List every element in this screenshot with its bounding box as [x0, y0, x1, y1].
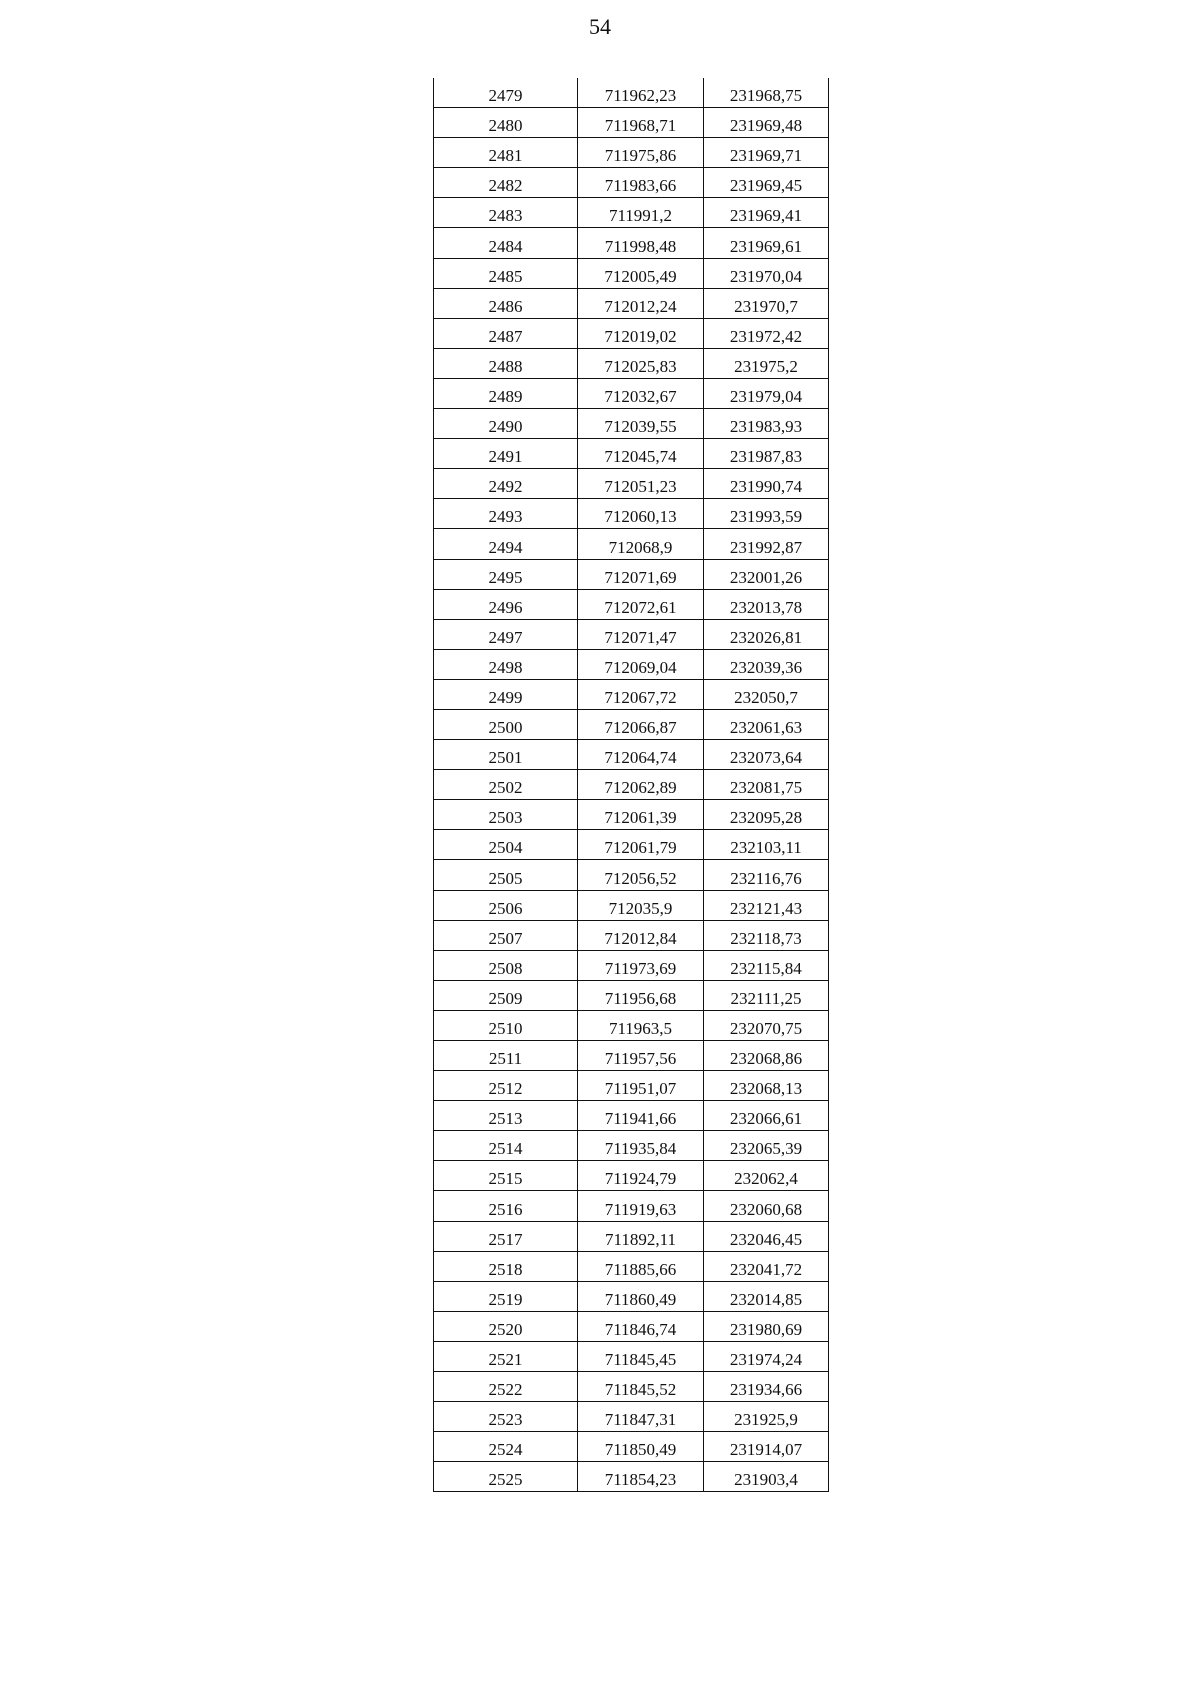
- table-row: [434, 1432, 829, 1462]
- y-coordinate-cell: 232081,75: [704, 770, 829, 800]
- y-coordinate-cell: 231968,75: [704, 78, 829, 108]
- point-number-cell: 2505: [434, 860, 578, 890]
- coordinates-table: [433, 78, 829, 1492]
- y-coordinate-cell: 232013,78: [704, 589, 829, 619]
- y-coordinate-cell: 231903,4: [704, 1462, 829, 1492]
- table-row: [434, 529, 829, 559]
- y-coordinate-cell: 232095,28: [704, 800, 829, 830]
- x-coordinate-cell: 711919,63: [578, 1191, 704, 1221]
- x-coordinate-cell: 712005,49: [578, 258, 704, 288]
- table-row: [434, 348, 829, 378]
- point-number-cell: 2514: [434, 1131, 578, 1161]
- point-number-cell: 2501: [434, 740, 578, 770]
- y-coordinate-cell: 232073,64: [704, 740, 829, 770]
- table-row: [434, 1251, 829, 1281]
- x-coordinate-cell: 711892,11: [578, 1221, 704, 1251]
- x-coordinate-cell: 712025,83: [578, 348, 704, 378]
- point-number-cell: 2520: [434, 1311, 578, 1341]
- x-coordinate-cell: 712062,89: [578, 770, 704, 800]
- x-coordinate-cell: 711845,45: [578, 1341, 704, 1371]
- y-coordinate-cell: 231987,83: [704, 439, 829, 469]
- table-row: [434, 409, 829, 439]
- point-number-cell: 2499: [434, 679, 578, 709]
- y-coordinate-cell: 232066,61: [704, 1101, 829, 1131]
- y-coordinate-cell: 232103,11: [704, 830, 829, 860]
- x-coordinate-cell: 712064,74: [578, 740, 704, 770]
- x-coordinate-cell: 712045,74: [578, 439, 704, 469]
- point-number-cell: 2487: [434, 318, 578, 348]
- point-number-cell: 2516: [434, 1191, 578, 1221]
- x-coordinate-cell: 711957,56: [578, 1041, 704, 1071]
- x-coordinate-cell: 711951,07: [578, 1071, 704, 1101]
- x-coordinate-cell: 712056,52: [578, 860, 704, 890]
- y-coordinate-cell: 232115,84: [704, 950, 829, 980]
- x-coordinate-cell: 711847,31: [578, 1402, 704, 1432]
- table-row: [434, 589, 829, 619]
- table-row: [434, 890, 829, 920]
- point-number-cell: 2489: [434, 378, 578, 408]
- point-number-cell: 2485: [434, 258, 578, 288]
- x-coordinate-cell: 711935,84: [578, 1131, 704, 1161]
- table-row: [434, 108, 829, 138]
- y-coordinate-cell: 231970,7: [704, 288, 829, 318]
- point-number-cell: 2509: [434, 980, 578, 1010]
- x-coordinate-cell: 712039,55: [578, 409, 704, 439]
- table-row: [434, 649, 829, 679]
- x-coordinate-cell: 711983,66: [578, 168, 704, 198]
- point-number-cell: 2519: [434, 1281, 578, 1311]
- x-coordinate-cell: 712060,13: [578, 499, 704, 529]
- y-coordinate-cell: 232001,26: [704, 559, 829, 589]
- point-number-cell: 2482: [434, 168, 578, 198]
- y-coordinate-cell: 232065,39: [704, 1131, 829, 1161]
- y-coordinate-cell: 232039,36: [704, 649, 829, 679]
- table-row: [434, 1402, 829, 1432]
- x-coordinate-cell: 711846,74: [578, 1311, 704, 1341]
- x-coordinate-cell: 711962,23: [578, 78, 704, 108]
- y-coordinate-cell: 232116,76: [704, 860, 829, 890]
- table-row: [434, 1010, 829, 1040]
- point-number-cell: 2494: [434, 529, 578, 559]
- y-coordinate-cell: 232111,25: [704, 980, 829, 1010]
- x-coordinate-cell: 712061,79: [578, 830, 704, 860]
- point-number-cell: 2486: [434, 288, 578, 318]
- point-number-cell: 2479: [434, 78, 578, 108]
- point-number-cell: 2523: [434, 1402, 578, 1432]
- table-row: [434, 288, 829, 318]
- point-number-cell: 2492: [434, 469, 578, 499]
- x-coordinate-cell: 712066,87: [578, 709, 704, 739]
- y-coordinate-cell: 232118,73: [704, 920, 829, 950]
- table-row: [434, 1281, 829, 1311]
- x-coordinate-cell: 711973,69: [578, 950, 704, 980]
- y-coordinate-cell: 232046,45: [704, 1221, 829, 1251]
- y-coordinate-cell: 231934,66: [704, 1372, 829, 1402]
- point-number-cell: 2522: [434, 1372, 578, 1402]
- y-coordinate-cell: 232050,7: [704, 679, 829, 709]
- point-number-cell: 2512: [434, 1071, 578, 1101]
- x-coordinate-cell: 711998,48: [578, 228, 704, 258]
- y-coordinate-cell: 231914,07: [704, 1432, 829, 1462]
- point-number-cell: 2483: [434, 198, 578, 228]
- y-coordinate-cell: 232014,85: [704, 1281, 829, 1311]
- x-coordinate-cell: 711963,5: [578, 1010, 704, 1040]
- table-row: [434, 1161, 829, 1191]
- table-row: [434, 439, 829, 469]
- y-coordinate-cell: 231969,61: [704, 228, 829, 258]
- table-row: [434, 168, 829, 198]
- y-coordinate-cell: 232026,81: [704, 619, 829, 649]
- point-number-cell: 2497: [434, 619, 578, 649]
- table-row: [434, 1341, 829, 1371]
- x-coordinate-cell: 712051,23: [578, 469, 704, 499]
- point-number-cell: 2515: [434, 1161, 578, 1191]
- table-row: [434, 258, 829, 288]
- table-row: [434, 800, 829, 830]
- point-number-cell: 2495: [434, 559, 578, 589]
- table-row: [434, 1311, 829, 1341]
- y-coordinate-cell: 232121,43: [704, 890, 829, 920]
- x-coordinate-cell: 712061,39: [578, 800, 704, 830]
- table-row: [434, 499, 829, 529]
- y-coordinate-cell: 232041,72: [704, 1251, 829, 1281]
- table-row: [434, 78, 829, 108]
- point-number-cell: 2513: [434, 1101, 578, 1131]
- y-coordinate-cell: 231974,24: [704, 1341, 829, 1371]
- table-row: [434, 559, 829, 589]
- x-coordinate-cell: 712071,69: [578, 559, 704, 589]
- x-coordinate-cell: 712012,84: [578, 920, 704, 950]
- table-row: [434, 980, 829, 1010]
- table-row: [434, 1462, 829, 1492]
- point-number-cell: 2491: [434, 439, 578, 469]
- x-coordinate-cell: 712069,04: [578, 649, 704, 679]
- point-number-cell: 2521: [434, 1341, 578, 1371]
- table-row: [434, 1071, 829, 1101]
- point-number-cell: 2508: [434, 950, 578, 980]
- point-number-cell: 2496: [434, 589, 578, 619]
- x-coordinate-cell: 711941,66: [578, 1101, 704, 1131]
- x-coordinate-cell: 712067,72: [578, 679, 704, 709]
- y-coordinate-cell: 231993,59: [704, 499, 829, 529]
- table-row: [434, 1221, 829, 1251]
- y-coordinate-cell: 231969,71: [704, 138, 829, 168]
- point-number-cell: 2524: [434, 1432, 578, 1462]
- x-coordinate-cell: 712072,61: [578, 589, 704, 619]
- table-row: [434, 1131, 829, 1161]
- x-coordinate-cell: 711924,79: [578, 1161, 704, 1191]
- point-number-cell: 2506: [434, 890, 578, 920]
- table-row: [434, 1191, 829, 1221]
- y-coordinate-cell: 232068,13: [704, 1071, 829, 1101]
- y-coordinate-cell: 231990,74: [704, 469, 829, 499]
- y-coordinate-cell: 231969,45: [704, 168, 829, 198]
- y-coordinate-cell: 231992,87: [704, 529, 829, 559]
- table-row: [434, 860, 829, 890]
- point-number-cell: 2502: [434, 770, 578, 800]
- y-coordinate-cell: 232061,63: [704, 709, 829, 739]
- point-number-cell: 2517: [434, 1221, 578, 1251]
- point-number-cell: 2484: [434, 228, 578, 258]
- x-coordinate-cell: 712032,67: [578, 378, 704, 408]
- x-coordinate-cell: 711991,2: [578, 198, 704, 228]
- x-coordinate-cell: 711956,68: [578, 980, 704, 1010]
- table-row: [434, 770, 829, 800]
- table-row: [434, 378, 829, 408]
- point-number-cell: 2504: [434, 830, 578, 860]
- y-coordinate-cell: 231969,48: [704, 108, 829, 138]
- table-row: [434, 619, 829, 649]
- point-number-cell: 2500: [434, 709, 578, 739]
- x-coordinate-cell: 711850,49: [578, 1432, 704, 1462]
- y-coordinate-cell: 231969,41: [704, 198, 829, 228]
- y-coordinate-cell: 232068,86: [704, 1041, 829, 1071]
- y-coordinate-cell: 231970,04: [704, 258, 829, 288]
- y-coordinate-cell: 231983,93: [704, 409, 829, 439]
- x-coordinate-cell: 711968,71: [578, 108, 704, 138]
- table-row: [434, 950, 829, 980]
- page-number: 54: [589, 14, 611, 39]
- y-coordinate-cell: 232062,4: [704, 1161, 829, 1191]
- table-row: [434, 1101, 829, 1131]
- x-coordinate-cell: 712019,02: [578, 318, 704, 348]
- y-coordinate-cell: 232070,75: [704, 1010, 829, 1040]
- table-row: [434, 1041, 829, 1071]
- table-row: [434, 679, 829, 709]
- table-row: [434, 318, 829, 348]
- point-number-cell: 2498: [434, 649, 578, 679]
- y-coordinate-cell: 231975,2: [704, 348, 829, 378]
- x-coordinate-cell: 711854,23: [578, 1462, 704, 1492]
- point-number-cell: 2503: [434, 800, 578, 830]
- point-number-cell: 2518: [434, 1251, 578, 1281]
- x-coordinate-cell: 711845,52: [578, 1372, 704, 1402]
- table-row: [434, 830, 829, 860]
- point-number-cell: 2488: [434, 348, 578, 378]
- table-row: [434, 709, 829, 739]
- y-coordinate-cell: 231925,9: [704, 1402, 829, 1432]
- x-coordinate-cell: 711975,86: [578, 138, 704, 168]
- point-number-cell: 2510: [434, 1010, 578, 1040]
- point-number-cell: 2511: [434, 1041, 578, 1071]
- table-row: [434, 1372, 829, 1402]
- table-row: [434, 469, 829, 499]
- y-coordinate-cell: 232060,68: [704, 1191, 829, 1221]
- point-number-cell: 2480: [434, 108, 578, 138]
- y-coordinate-cell: 231979,04: [704, 378, 829, 408]
- table-row: [434, 228, 829, 258]
- coordinates-table-body: [434, 78, 829, 1492]
- x-coordinate-cell: 711860,49: [578, 1281, 704, 1311]
- point-number-cell: 2507: [434, 920, 578, 950]
- table-row: [434, 920, 829, 950]
- x-coordinate-cell: 712012,24: [578, 288, 704, 318]
- table-row: [434, 198, 829, 228]
- x-coordinate-cell: 711885,66: [578, 1251, 704, 1281]
- table-row: [434, 138, 829, 168]
- point-number-cell: 2481: [434, 138, 578, 168]
- table-row: [434, 740, 829, 770]
- y-coordinate-cell: 231972,42: [704, 318, 829, 348]
- point-number-cell: 2493: [434, 499, 578, 529]
- y-coordinate-cell: 231980,69: [704, 1311, 829, 1341]
- x-coordinate-cell: 712068,9: [578, 529, 704, 559]
- point-number-cell: 2490: [434, 409, 578, 439]
- x-coordinate-cell: 712035,9: [578, 890, 704, 920]
- x-coordinate-cell: 712071,47: [578, 619, 704, 649]
- point-number-cell: 2525: [434, 1462, 578, 1492]
